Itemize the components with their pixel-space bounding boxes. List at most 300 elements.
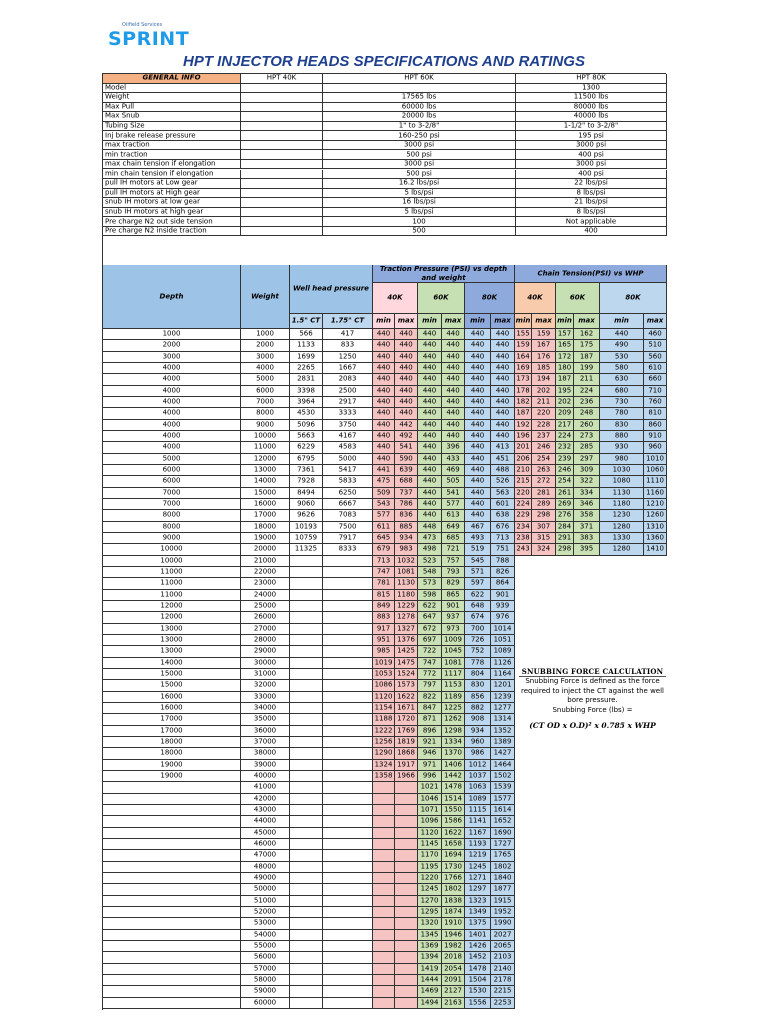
tr60-max-cell-text: 757 [446, 556, 460, 565]
tr40-max-cell-text: 1917 [397, 760, 415, 769]
depth-cell [103, 612, 241, 623]
depth-cell-text: 5000 [162, 454, 181, 463]
tr80-min-cell-text: 908 [470, 714, 485, 723]
weight-cell [241, 567, 290, 578]
ch80-max-cell-text: 1210 [646, 499, 664, 508]
tr40-max-cell [395, 918, 418, 929]
tr60-min-cell-text: 1096 [420, 816, 439, 825]
weight-cell-text: 26000 [253, 612, 277, 621]
weight-cell-text: 13000 [253, 465, 277, 474]
ct-1-75-cell [323, 352, 373, 363]
tr40-min-cell-text: 1290 [374, 748, 393, 757]
depth-cell [103, 760, 241, 771]
tr80-max-cell-text: 413 [495, 442, 510, 451]
general-info-header [103, 74, 241, 84]
tr60-max-cell-text: 1802 [444, 884, 462, 893]
tr80-min-cell [465, 363, 491, 374]
ct-1-75-cell [323, 930, 373, 941]
tr40-min-cell [373, 352, 395, 363]
depth-header-text: Depth [159, 292, 184, 300]
tr60-min-cell-text: 440 [422, 386, 437, 395]
tr40-min-cell [373, 646, 395, 657]
ct-1-5-cell-text: 9060 [297, 499, 315, 508]
info-label [103, 160, 241, 170]
tr80-min-cell [465, 658, 491, 669]
ct-1-5-cell-text: 6795 [297, 454, 315, 463]
tr40-min-cell-text: 713 [376, 556, 391, 565]
ch60-max-cell-text: 371 [579, 522, 594, 531]
tr40-min-cell-text: 883 [376, 612, 391, 621]
ct-1-75-cell [323, 760, 373, 771]
info-value-60k-text: 3000 psi [403, 140, 435, 149]
ch80-min-cell-text: 930 [614, 442, 629, 451]
weight-cell-text: 33000 [253, 692, 277, 701]
weight-cell-text: 5000 [256, 374, 274, 383]
ct-1-5-cell [290, 805, 323, 816]
weight-cell-text: 57000 [253, 964, 277, 973]
tr80-min-cell-text: 622 [470, 590, 485, 599]
depth-cell [103, 408, 241, 419]
ct-1-75-cell [323, 510, 373, 521]
tr40-max-cell-text: 934 [399, 533, 413, 542]
ch60-max-cell [574, 420, 600, 431]
ch40-min-cell-text: 196 [516, 431, 530, 440]
tr60-max-cell [442, 601, 465, 612]
min-header-text: min [470, 316, 485, 325]
min-header [465, 314, 491, 329]
ct-1-5-cell-text: 1133 [297, 340, 315, 349]
tr60-min-cell [418, 884, 442, 895]
ct-1-5-cell [290, 533, 323, 544]
tr40-max-cell [395, 612, 418, 623]
info-value-80k [516, 103, 667, 113]
ct-1-75-cell [323, 986, 373, 997]
tr60-min-cell [418, 907, 442, 918]
info-value-40k [241, 217, 323, 227]
tr60-max-cell [442, 476, 465, 487]
tr40-min-cell-text: 543 [376, 499, 391, 508]
ch40-max-cell [532, 352, 556, 363]
weight-cell [241, 635, 290, 646]
tr80-min-cell [465, 635, 491, 646]
tr60-max-cell-text: 440 [446, 340, 460, 349]
ch80-min-cell [600, 544, 644, 555]
tr40-max-cell-text: 1671 [397, 703, 415, 712]
tr40-max-cell [395, 952, 418, 963]
tr60-min-cell-text: 797 [422, 680, 437, 689]
tr40-min-cell [373, 556, 395, 567]
info-value-60k-text: 500 [412, 226, 426, 235]
tr40-min-cell [373, 624, 395, 635]
tr60-min-cell-text: 1494 [420, 998, 439, 1007]
tr80-max-cell [491, 907, 515, 918]
depth-cell [103, 703, 241, 714]
tr80-min-cell [465, 941, 491, 952]
tr80-min-cell-text: 440 [470, 488, 485, 497]
tr80-min-cell-text: 752 [470, 646, 485, 655]
tr60-max-cell-text: 1478 [444, 782, 462, 791]
ch40-max-cell-text: 220 [536, 408, 551, 417]
ch40-max-cell-text: 237 [536, 431, 551, 440]
ch60-min-cell-text: 224 [557, 431, 572, 440]
info-label-text: Max Snub [105, 112, 140, 120]
tr80-min-cell [465, 680, 491, 691]
tr60-min-cell [418, 782, 442, 793]
ch60-min-cell-text: 284 [557, 522, 572, 531]
tr40-max-cell [395, 737, 418, 748]
tr80-max-cell [491, 850, 515, 861]
weight-cell-text: 14000 [253, 476, 277, 485]
info-label [103, 198, 241, 208]
tr40-min-cell [373, 805, 395, 816]
ct-1-75-cell [323, 476, 373, 487]
tr60-min-cell [418, 941, 442, 952]
snubbing-area [515, 918, 667, 929]
tr80-max-cell-text: 440 [495, 420, 510, 429]
weight-cell-text: 20000 [253, 544, 277, 553]
tr60-min-cell [418, 488, 442, 499]
weight-cell [241, 363, 290, 374]
weight-cell [241, 624, 290, 635]
snubbing-area [515, 635, 667, 646]
tr40-min-cell [373, 363, 395, 374]
tr60-max-cell [442, 590, 465, 601]
tr60-min-cell [418, 816, 442, 827]
tr40-min-cell [373, 658, 395, 669]
info-label-text: Max Pull [105, 102, 135, 111]
ct-1-75-cell [323, 669, 373, 680]
tr40-min-cell [373, 442, 395, 453]
ch80-max-cell-text: 1010 [646, 454, 664, 463]
logo-tagline: Oilfield Services [122, 22, 163, 28]
tr80-max-cell-text: 1577 [493, 794, 512, 803]
tr40-max-cell [395, 499, 418, 510]
ch80-max-cell-text: 660 [648, 374, 662, 383]
ch60-max-cell-text: 273 [579, 431, 594, 440]
ch80-max-cell [644, 488, 667, 499]
ch80-min-cell-text: 580 [614, 363, 629, 372]
tr80-min-cell [465, 771, 491, 782]
tr60-min-cell [418, 771, 442, 782]
depth-cell-text: 4000 [162, 442, 181, 451]
ct-1-75-cell [323, 624, 373, 635]
depth-cell-text: 6000 [162, 476, 181, 485]
tr40-max-cell-text: 1180 [397, 590, 415, 599]
ch60-max-cell-text: 224 [579, 386, 594, 395]
ch80-max-cell-text: 910 [648, 431, 662, 440]
tr80-max-cell [491, 748, 515, 759]
weight-cell-text: 44000 [253, 816, 277, 825]
tr40-max-cell-text: 440 [399, 386, 413, 395]
info-label [103, 208, 241, 218]
tr40-max-cell [395, 782, 418, 793]
snubbing-area [515, 816, 667, 827]
info-value-80k [516, 141, 667, 151]
weight-cell [241, 454, 290, 465]
depth-cell-text: 18000 [160, 748, 183, 757]
tr80-max-cell-text: 1164 [493, 669, 512, 678]
ch60-max-cell-text: 383 [579, 533, 594, 542]
ct-1-5-cell [290, 692, 323, 703]
tr80-max-cell [491, 488, 515, 499]
snubbing-area [515, 930, 667, 941]
info-label [103, 131, 241, 141]
tr40-min-cell [373, 374, 395, 385]
tr40-min-cell [373, 748, 395, 759]
ct-1-75-cell [323, 397, 373, 408]
ch80-min-cell-text: 780 [614, 408, 629, 417]
ch80-max-cell-text: 1160 [646, 488, 664, 497]
info-label-text: Pre charge N2 inside traction [105, 226, 207, 235]
info-label [103, 170, 241, 180]
tr80-min-cell [465, 522, 491, 533]
tr60-max-cell [442, 918, 465, 929]
tr80-min-cell-text: 1323 [468, 896, 487, 905]
tr80-min-cell-text: 440 [470, 397, 485, 406]
ch40-min-cell-text: 192 [516, 420, 530, 429]
tr60-max-cell [442, 510, 465, 521]
depth-cell-text: 4000 [162, 363, 181, 372]
snubbing-area [515, 998, 667, 1009]
tr60-max-cell [442, 578, 465, 589]
col-header-hpt80k-text: HPT 80K [576, 74, 606, 82]
depth-cell [103, 998, 241, 1009]
tr80-max-cell-text: 526 [495, 476, 510, 485]
tr40-min-cell [373, 941, 395, 952]
tr80-max-cell [491, 646, 515, 657]
tr60-max-cell [442, 488, 465, 499]
tr60-min-cell [418, 726, 442, 737]
depth-cell [103, 590, 241, 601]
tr60-max-cell-text: 1045 [444, 646, 462, 655]
ct-1-5-cell [290, 624, 323, 635]
tr60-min-cell [418, 692, 442, 703]
tr80-max-cell [491, 544, 515, 555]
depth-cell-text: 16000 [160, 692, 183, 701]
ch60-max-cell-text: 346 [579, 499, 594, 508]
tr40-max-cell [395, 850, 418, 861]
col-header-hpt40k-text: HPT 40K [266, 74, 297, 82]
snubbing-area [515, 839, 667, 850]
tr80-max-cell [491, 374, 515, 385]
tr60-min-cell-text: 722 [422, 646, 437, 655]
ch60-max-cell-text: 175 [579, 340, 594, 349]
ct-1-5-cell [290, 964, 323, 975]
ch60-min-cell [556, 397, 574, 408]
tr40-min-cell [373, 386, 395, 397]
tr40-max-cell-text: 836 [399, 510, 413, 519]
tr40-min-cell [373, 884, 395, 895]
ch60-min-cell-text: 195 [557, 386, 572, 395]
ch60-max-cell-text: 334 [579, 488, 594, 497]
ch40-min-cell-text: 238 [516, 533, 530, 542]
ch80-min-cell-text: 490 [614, 340, 629, 349]
ch40-max-cell [532, 431, 556, 442]
snubbing-area [515, 862, 667, 873]
depth-cell-text: 11000 [160, 578, 183, 587]
tr60-max-cell-text: 613 [446, 510, 460, 519]
info-value-80k [516, 189, 667, 199]
weight-cell-text: 17000 [253, 510, 277, 519]
ch80-max-cell-text: 510 [648, 340, 662, 349]
tr60-min-cell-text: 1444 [420, 975, 439, 984]
snubbing-area [515, 794, 667, 805]
ct-1-5-cell [290, 352, 323, 363]
ct-1-75-cell [323, 329, 373, 340]
ch60-min-cell-text: 239 [557, 454, 572, 463]
weight-cell [241, 998, 290, 1009]
info-value-80k-text: 400 psi [578, 169, 604, 178]
ch40-min-cell-text: 173 [516, 374, 530, 383]
tr80-max-cell [491, 454, 515, 465]
ct-1-75-cell [323, 816, 373, 827]
tr80-max-cell-text: 2027 [493, 930, 512, 939]
depth-cell-text: 15000 [160, 669, 183, 678]
ch80-min-cell-text: 1180 [612, 499, 631, 508]
tr60-min-cell-text: 772 [422, 669, 437, 678]
min-header-text: min [376, 316, 391, 325]
ct-1-5-cell-text: 9626 [297, 510, 315, 519]
tr60-max-cell [442, 522, 465, 533]
tr40-max-cell [395, 771, 418, 782]
ct-1-75-header-text: 1.75" CT [330, 316, 365, 325]
ch60-min-cell [556, 522, 574, 533]
tr60-min-cell [418, 737, 442, 748]
ch40-max-cell-text: 263 [536, 465, 551, 474]
tr80-min-cell-text: 493 [470, 533, 485, 542]
tr80-max-cell-text: 1014 [493, 624, 512, 633]
tr80-max-cell [491, 760, 515, 771]
tr80-max-cell-text: 1089 [493, 646, 512, 655]
ch80-min-cell [600, 363, 644, 374]
ch40-max-cell [532, 329, 556, 340]
max-header [395, 314, 418, 329]
tr60-max-cell [442, 771, 465, 782]
tr40-max-cell [395, 669, 418, 680]
tr40-min-cell [373, 998, 395, 1009]
info-label-text: pull IH motors at Low gear [105, 179, 198, 187]
tr40-min-cell [373, 340, 395, 351]
ct-1-5-cell-text: 6229 [297, 442, 315, 451]
tr60-max-cell [442, 544, 465, 555]
ct-1-5-header [290, 314, 323, 329]
tr40-min-cell-text: 1154 [374, 703, 393, 712]
tr80-min-cell-text: 440 [470, 329, 485, 338]
depth-cell [103, 556, 241, 567]
tr80-min-cell-text: 440 [470, 352, 485, 361]
weight-header [241, 265, 290, 329]
weight-cell-text: 27000 [253, 624, 277, 633]
tr80-min-cell-text: 1452 [468, 952, 487, 961]
weight-cell-text: 4000 [256, 363, 274, 372]
info-value-60k-text: 16 lbs/psi [402, 198, 436, 206]
ch60-min-cell [556, 352, 574, 363]
ch60-min-cell [556, 465, 574, 476]
ct-1-5-cell [290, 918, 323, 929]
weight-cell [241, 918, 290, 929]
weight-cell-text: 1000 [256, 329, 274, 338]
tr60-max-cell-text: 1117 [444, 669, 462, 678]
tr80-max-cell [491, 601, 515, 612]
tr40-max-cell [395, 998, 418, 1009]
tr40-min-cell [373, 454, 395, 465]
tr40-min-cell [373, 522, 395, 533]
snubbing-area [515, 578, 667, 589]
tr80-min-cell [465, 703, 491, 714]
ch80-min-cell [600, 465, 644, 476]
tr80-min-cell-text: 440 [470, 408, 485, 417]
tr40-min-cell-text: 440 [376, 352, 391, 361]
weight-cell [241, 590, 290, 601]
ct-1-75-cell [323, 873, 373, 884]
tr40-min-cell [373, 703, 395, 714]
weight-cell [241, 544, 290, 555]
snubbing-formula: (CT OD x O.D)² x 0.785 x WHP [529, 721, 656, 731]
depth-cell-text: 19000 [160, 771, 183, 780]
weight-cell-text: 6000 [256, 386, 274, 395]
ch40-min-cell-text: 155 [516, 329, 530, 338]
tr40-max-cell-text: 440 [399, 408, 413, 417]
tr80-max-cell [491, 408, 515, 419]
ct-1-5-cell-text: 3964 [297, 397, 315, 406]
tr60-min-cell-text: 1270 [420, 896, 439, 905]
snubbing-area [515, 873, 667, 884]
tr80-max-cell-text: 1915 [493, 896, 512, 905]
tr60-min-cell [418, 465, 442, 476]
tr40-min-cell [373, 930, 395, 941]
depth-cell [103, 918, 241, 929]
weight-cell-text: 10000 [253, 431, 277, 440]
tr80-max-cell-text: 1239 [493, 692, 512, 701]
tr60-max-cell-text: 440 [446, 420, 460, 429]
tr80-max-cell-text: 601 [495, 499, 510, 508]
info-value-60k [323, 189, 516, 199]
ct-1-5-cell-text: 7361 [297, 465, 315, 474]
tr80-min-cell [465, 850, 491, 861]
weight-cell-text: 21000 [253, 556, 277, 565]
depth-cell [103, 658, 241, 669]
ch40-max-cell-text: 194 [536, 374, 551, 383]
info-value-60k-text: 1" to 3-2/8" [398, 121, 440, 130]
tr60-max-cell-text: 1730 [444, 862, 462, 871]
ch40-max-cell [532, 544, 556, 555]
tr80-max-cell-text: 1614 [493, 805, 512, 814]
tr60-max-cell-text: 1153 [444, 680, 462, 689]
chain-60k-header-text: 60K [569, 293, 586, 302]
tr60-min-cell [418, 646, 442, 657]
ch40-max-cell-text: 289 [536, 499, 551, 508]
min-header [418, 314, 442, 329]
tr60-min-cell [418, 964, 442, 975]
weight-cell-text: 30000 [253, 658, 277, 667]
tr40-max-cell-text: 1819 [397, 737, 415, 746]
tr40-min-cell [373, 590, 395, 601]
info-value-80k-text: 22 lbs/psi [574, 179, 608, 187]
tr80-max-cell-text: 1877 [493, 884, 512, 893]
ct-1-75-cell-text: 6250 [338, 488, 357, 497]
ch60-max-cell-text: 248 [579, 408, 594, 417]
tr40-min-cell [373, 896, 395, 907]
ct-1-5-cell [290, 986, 323, 997]
ch80-max-cell-text: 1360 [646, 533, 664, 542]
tr60-min-cell [418, 442, 442, 453]
tr60-max-cell [442, 658, 465, 669]
depth-cell [103, 816, 241, 827]
tr80-min-cell [465, 805, 491, 816]
ch40-max-cell-text: 159 [536, 329, 551, 338]
tr60-min-cell [418, 386, 442, 397]
tr60-max-cell [442, 363, 465, 374]
